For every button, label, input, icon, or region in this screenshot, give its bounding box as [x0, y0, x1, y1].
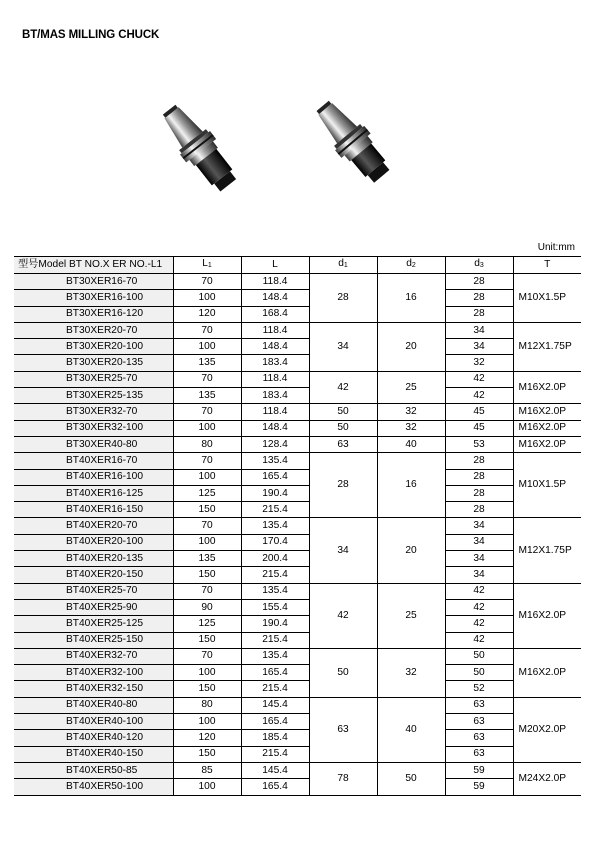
d2-cell: 16 — [377, 453, 445, 518]
d1-cell: 42 — [309, 583, 377, 648]
table-row — [14, 306, 581, 322]
d3-cell: 28 — [445, 469, 513, 485]
table-row — [14, 567, 581, 583]
table-row — [14, 355, 581, 371]
l-cell: 135.4 — [241, 518, 309, 534]
d3-cell: 63 — [445, 697, 513, 713]
model-cell: BT40XER16-150 — [14, 502, 173, 518]
thread-cell: M12X1.75P — [513, 322, 581, 371]
l-cell: 190.4 — [241, 616, 309, 632]
header-l1: $L_1$ — [173, 257, 241, 274]
thread-cell: M24X2.0P — [513, 762, 581, 795]
l-cell: 185.4 — [241, 730, 309, 746]
l1-cell: 150 — [173, 746, 241, 762]
l1-cell: 100 — [173, 339, 241, 355]
model-cell: BT40XER20-70 — [14, 518, 173, 534]
thread-cell: M16X2.0P — [513, 648, 581, 697]
table-row — [14, 290, 581, 306]
thread-cell: M16X2.0P — [513, 436, 581, 452]
l1-cell: 100 — [173, 714, 241, 730]
table-row — [14, 599, 581, 615]
table-row — [14, 502, 581, 518]
l1-cell: 85 — [173, 762, 241, 778]
table-row — [14, 371, 581, 387]
table-row — [14, 420, 581, 436]
d2-cell: 20 — [377, 518, 445, 583]
l-cell: 118.4 — [241, 371, 309, 387]
l1-cell: 70 — [173, 322, 241, 338]
table-row — [14, 339, 581, 355]
model-cell: BT40XER40-80 — [14, 697, 173, 713]
d3-cell: 45 — [445, 404, 513, 420]
l1-cell: 125 — [173, 616, 241, 632]
table-row — [14, 779, 581, 795]
model-cell: BT40XER25-70 — [14, 583, 173, 599]
l-cell: 145.4 — [241, 762, 309, 778]
d1-cell: 34 — [309, 518, 377, 583]
l-cell: 215.4 — [241, 632, 309, 648]
l-cell: 200.4 — [241, 551, 309, 567]
l-cell: 165.4 — [241, 469, 309, 485]
d3-cell: 34 — [445, 551, 513, 567]
model-cell: BT40XER20-135 — [14, 551, 173, 567]
thread-cell: M12X1.75P — [513, 518, 581, 583]
page-title: BT/MAS MILLING CHUCK — [22, 29, 160, 41]
d3-cell: 42 — [445, 371, 513, 387]
header-d2: $d_2$ — [377, 257, 445, 274]
table-row — [14, 388, 581, 404]
d3-cell: 52 — [445, 681, 513, 697]
model-cell: BT30XER32-70 — [14, 404, 173, 420]
d3-cell: 45 — [445, 420, 513, 436]
l-cell: 135.4 — [241, 453, 309, 469]
model-cell: BT30XER20-100 — [14, 339, 173, 355]
l1-cell: 100 — [173, 665, 241, 681]
l1-cell: 70 — [173, 518, 241, 534]
l1-cell: 80 — [173, 697, 241, 713]
table-row — [14, 583, 581, 599]
thread-cell: M10X1.5P — [513, 453, 581, 518]
l1-cell: 150 — [173, 502, 241, 518]
table-row — [14, 762, 581, 778]
d3-cell: 32 — [445, 355, 513, 371]
d2-cell: 50 — [377, 762, 445, 795]
d3-cell: 63 — [445, 746, 513, 762]
d3-cell: 28 — [445, 502, 513, 518]
thread-cell: M16X2.0P — [513, 404, 581, 420]
d3-cell: 28 — [445, 274, 513, 290]
l1-cell: 100 — [173, 779, 241, 795]
l1-cell: 100 — [173, 534, 241, 550]
spec-table — [14, 256, 581, 796]
l-cell: 148.4 — [241, 339, 309, 355]
d3-cell: 34 — [445, 322, 513, 338]
header-d3: $d_3$ — [445, 257, 513, 274]
table-row — [14, 714, 581, 730]
l1-cell: 70 — [173, 404, 241, 420]
l1-cell: 120 — [173, 730, 241, 746]
table-row — [14, 648, 581, 664]
l-cell: 155.4 — [241, 599, 309, 615]
l1-cell: 100 — [173, 290, 241, 306]
l-cell: 183.4 — [241, 388, 309, 404]
l-cell: 128.4 — [241, 436, 309, 452]
l1-cell: 100 — [173, 469, 241, 485]
l1-cell: 150 — [173, 681, 241, 697]
thread-cell: M10X1.5P — [513, 274, 581, 323]
l-cell: 215.4 — [241, 502, 309, 518]
milling-chuck-image — [148, 102, 258, 204]
d2-cell: 40 — [377, 436, 445, 452]
l1-cell: 70 — [173, 648, 241, 664]
table-row — [14, 404, 581, 420]
d3-cell: 50 — [445, 665, 513, 681]
l-cell: 145.4 — [241, 697, 309, 713]
model-cell: BT30XER16-100 — [14, 290, 173, 306]
thread-cell: M16X2.0P — [513, 583, 581, 648]
model-cell: BT40XER25-150 — [14, 632, 173, 648]
d3-cell: 59 — [445, 762, 513, 778]
d3-cell: 42 — [445, 616, 513, 632]
model-cell: BT30XER20-70 — [14, 322, 173, 338]
l-cell: 118.4 — [241, 404, 309, 420]
l-cell: 165.4 — [241, 779, 309, 795]
table-row — [14, 665, 581, 681]
d3-cell: 28 — [445, 485, 513, 501]
model-cell: BT30XER32-100 — [14, 420, 173, 436]
l1-cell: 90 — [173, 599, 241, 615]
l-cell: 215.4 — [241, 567, 309, 583]
d3-cell: 63 — [445, 714, 513, 730]
d3-cell: 34 — [445, 518, 513, 534]
l-cell: 135.4 — [241, 583, 309, 599]
model-cell: BT40XER20-150 — [14, 567, 173, 583]
l1-cell: 135 — [173, 388, 241, 404]
table-row — [14, 469, 581, 485]
d1-cell: 28 — [309, 453, 377, 518]
model-cell: BT40XER32-100 — [14, 665, 173, 681]
d2-cell: 16 — [377, 274, 445, 323]
table-row — [14, 551, 581, 567]
d2-cell: 32 — [377, 420, 445, 436]
l-cell: 190.4 — [241, 485, 309, 501]
model-cell: BT40XER32-70 — [14, 648, 173, 664]
table-header-row — [14, 257, 581, 274]
d3-cell: 42 — [445, 583, 513, 599]
model-cell: BT30XER40-80 — [14, 436, 173, 452]
model-cell: BT40XER40-100 — [14, 714, 173, 730]
d1-cell: 63 — [309, 436, 377, 452]
l1-cell: 120 — [173, 306, 241, 322]
thread-cell: M16X2.0P — [513, 371, 581, 404]
model-cell: BT40XER16-100 — [14, 469, 173, 485]
table-row — [14, 697, 581, 713]
table-row — [14, 274, 581, 290]
model-cell: BT40XER16-125 — [14, 485, 173, 501]
d1-cell: 28 — [309, 274, 377, 323]
d1-cell: 63 — [309, 697, 377, 762]
l-cell: 135.4 — [241, 648, 309, 664]
model-cell: BT30XER20-135 — [14, 355, 173, 371]
table-row — [14, 632, 581, 648]
l-cell: 118.4 — [241, 274, 309, 290]
header-l: L — [241, 257, 309, 274]
table-row — [14, 681, 581, 697]
table-row — [14, 746, 581, 762]
table-row — [14, 485, 581, 501]
d2-cell: 25 — [377, 583, 445, 648]
l1-cell: 70 — [173, 453, 241, 469]
table-row — [14, 322, 581, 338]
model-cell: BT40XER25-125 — [14, 616, 173, 632]
l1-cell: 135 — [173, 355, 241, 371]
milling-chuck-image — [303, 97, 413, 199]
d2-cell: 32 — [377, 648, 445, 697]
l-cell: 215.4 — [241, 746, 309, 762]
model-cell: BT30XER16-120 — [14, 306, 173, 322]
d1-cell: 34 — [309, 322, 377, 371]
l1-cell: 70 — [173, 583, 241, 599]
table-row — [14, 436, 581, 452]
l1-cell: 70 — [173, 274, 241, 290]
d3-cell: 42 — [445, 632, 513, 648]
l-cell: 118.4 — [241, 322, 309, 338]
d1-cell: 78 — [309, 762, 377, 795]
header-d1: $d_1$ — [309, 257, 377, 274]
d3-cell: 28 — [445, 306, 513, 322]
l-cell: 170.4 — [241, 534, 309, 550]
d3-cell: 53 — [445, 436, 513, 452]
l-cell: 165.4 — [241, 665, 309, 681]
model-cell: BT40XER50-85 — [14, 762, 173, 778]
d2-cell: 25 — [377, 371, 445, 404]
unit-label: Unit:mm — [537, 242, 575, 253]
table-row — [14, 518, 581, 534]
model-cell: BT30XER16-70 — [14, 274, 173, 290]
model-cell: BT40XER25-90 — [14, 599, 173, 615]
table-row — [14, 616, 581, 632]
l-cell: 148.4 — [241, 290, 309, 306]
d2-cell: 40 — [377, 697, 445, 762]
table-row — [14, 730, 581, 746]
thread-cell: M16X2.0P — [513, 420, 581, 436]
d3-cell: 50 — [445, 648, 513, 664]
model-cell: BT30XER25-70 — [14, 371, 173, 387]
d2-cell: 32 — [377, 404, 445, 420]
d3-cell: 34 — [445, 534, 513, 550]
l-cell: 215.4 — [241, 681, 309, 697]
l1-cell: 135 — [173, 551, 241, 567]
l-cell: 183.4 — [241, 355, 309, 371]
model-cell: BT40XER32-150 — [14, 681, 173, 697]
header-t: T — [513, 257, 581, 274]
l1-cell: 80 — [173, 436, 241, 452]
model-cell: BT40XER20-100 — [14, 534, 173, 550]
d2-cell: 20 — [377, 322, 445, 371]
model-cell: BT40XER40-150 — [14, 746, 173, 762]
l-cell: 168.4 — [241, 306, 309, 322]
table-row — [14, 534, 581, 550]
model-cell: BT40XER16-70 — [14, 453, 173, 469]
l1-cell: 150 — [173, 567, 241, 583]
d3-cell: 42 — [445, 599, 513, 615]
l1-cell: 100 — [173, 420, 241, 436]
d3-cell: 34 — [445, 567, 513, 583]
table-row — [14, 453, 581, 469]
model-cell: BT40XER40-120 — [14, 730, 173, 746]
l1-cell: 70 — [173, 371, 241, 387]
d3-cell: 34 — [445, 339, 513, 355]
model-cell: BT30XER25-135 — [14, 388, 173, 404]
l1-cell: 150 — [173, 632, 241, 648]
d3-cell: 28 — [445, 290, 513, 306]
thread-cell: M20X2.0P — [513, 697, 581, 762]
l1-cell: 125 — [173, 485, 241, 501]
d1-cell: 50 — [309, 420, 377, 436]
d1-cell: 42 — [309, 371, 377, 404]
d1-cell: 50 — [309, 404, 377, 420]
d3-cell: 28 — [445, 453, 513, 469]
header-model: 型号Model BT NO.X ER NO.-L1 — [14, 257, 173, 274]
d3-cell: 63 — [445, 730, 513, 746]
model-cell: BT40XER50-100 — [14, 779, 173, 795]
d3-cell: 42 — [445, 388, 513, 404]
d3-cell: 59 — [445, 779, 513, 795]
l-cell: 148.4 — [241, 420, 309, 436]
d1-cell: 50 — [309, 648, 377, 697]
l-cell: 165.4 — [241, 714, 309, 730]
